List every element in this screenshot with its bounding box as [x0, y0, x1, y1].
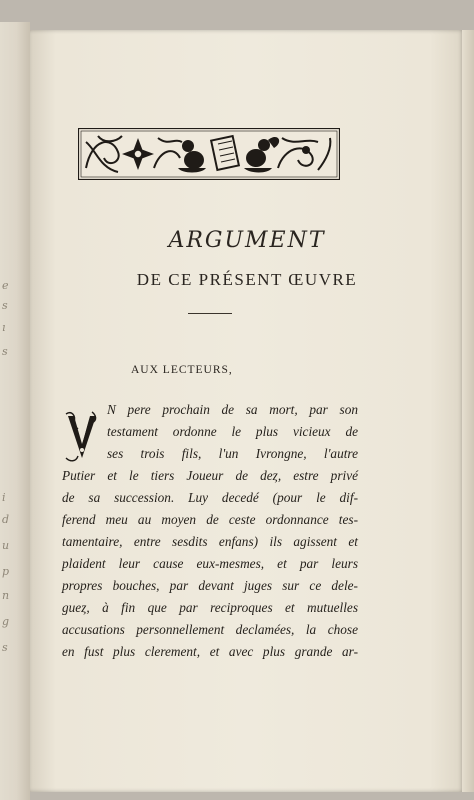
body-line-6: ferend meu au moyen de ceste ordonnance tes- [62, 512, 358, 527]
ornamental-headpiece-icon [78, 128, 340, 180]
page-title: ARGUMENT [168, 228, 326, 253]
body-line-3: ses trois fils, l'un Ivrongne, l'autre [107, 446, 358, 461]
left-page-edge: e s ı s i d u p n g s [0, 22, 30, 800]
body-line-10: gueȥ, à fin que par reciproques et mutuelles [62, 600, 358, 615]
body-line-4: Putier et le tiers Joueur de deȥ, estre privé [62, 468, 358, 483]
ornate-drop-cap-icon [62, 408, 102, 464]
body-line-12: en fust plus clerement, et avec plus grande ar- [62, 644, 358, 659]
body-line-9: propres bouches, par devant juges sur ce dele- [62, 578, 358, 593]
page-subtitle: DE CE PRÉSENT ŒUVRE [136, 270, 358, 289]
title-rule [188, 313, 232, 314]
body-line-8: plaident leur cause eux-mesmes, et par leurs [62, 556, 358, 571]
body-line-7: tamentaire, entre sesdits enfans) ils agissent et [62, 534, 358, 549]
body-line-11: accusations personnellement declamées, la chose [62, 622, 358, 637]
body-line-5: de sa succession. Luy decedé (pour le dif- [62, 490, 358, 505]
body-line-2: testament ordonne le plus vicieux de [107, 424, 358, 439]
page-edge [462, 30, 474, 792]
addressee-heading: AUX LECTEURS, [131, 364, 233, 376]
body-line-1: N pere prochain de sa mort, par son [107, 402, 358, 417]
